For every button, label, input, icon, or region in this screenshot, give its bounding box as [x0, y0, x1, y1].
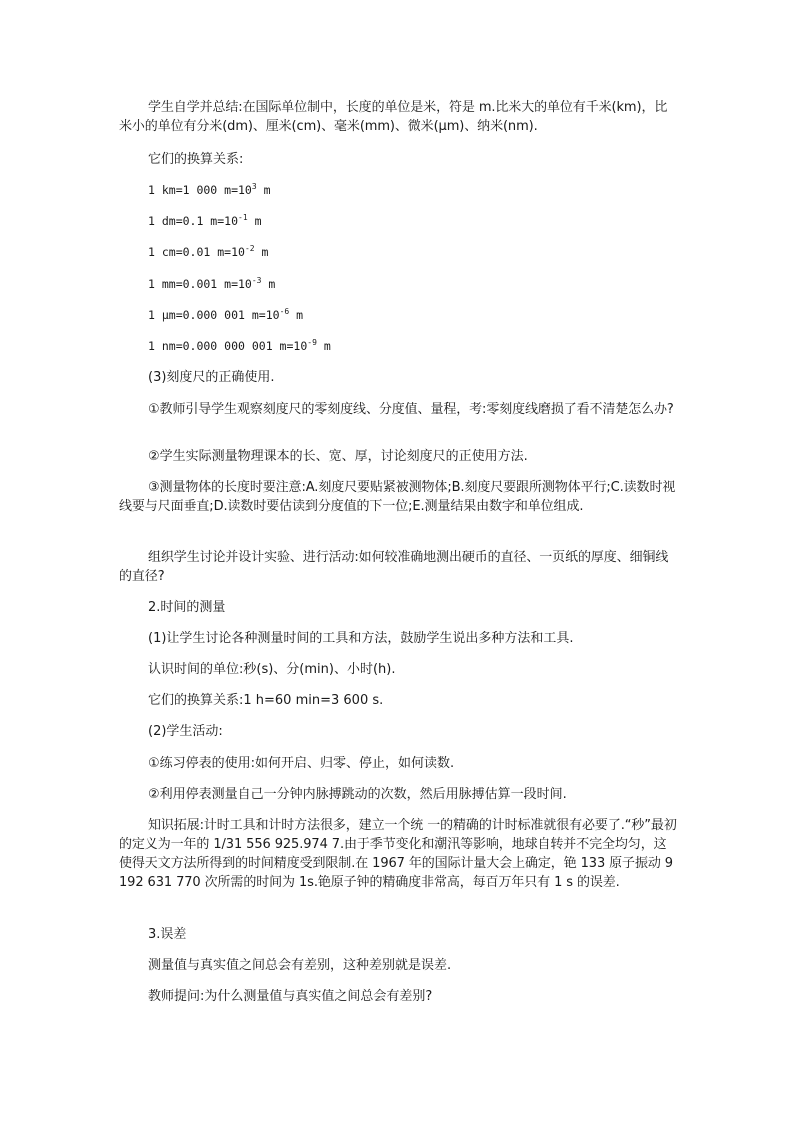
conversion-mm-lhs: 1 mm=0.001 m=10 — [148, 277, 252, 291]
conversion-nm-unit: m — [316, 339, 331, 353]
conversion-nm-exponent: -9 — [307, 338, 317, 347]
conversion-km-lhs: 1 km=1 000 m=10 — [148, 183, 252, 197]
activity-point-2: ②利用停表测量自己一分钟内脉搏跳动的次数，然后用脉搏估算一段时间. — [148, 787, 567, 802]
knowledge-extension-paragraph: 知识拓展:计时工具和计时方法很多，建立一个统 一的精确的计时标准就很有必要了.“秒”最初的定义为一年的 1/31 556 925.974 7.由于季节变化和潮汛等影响，地球自转并不完全均匀，这使得天文方法所得到的时间精度受到限制.在 1967 年的国际计量大会上确定，铯 133 原子振动 9 192 631 770 次所需的时间为 1s.铯原子钟的精确度非常高，每百万年只有 1 s 的误差. — [119, 818, 677, 890]
ruler-point-2: ②学生实际测量物理课本的长、宽、厚，讨论刻度尺的正使用方法. — [148, 449, 528, 464]
error-section-heading: 3.误差 — [148, 927, 187, 942]
conversion-intro: 它们的换算关系: — [148, 152, 244, 167]
conversion-mm — [148, 275, 275, 294]
time-point-1: (1)让学生讨论各种测量时间的工具和方法，鼓励学生说出多种方法和工具. — [148, 631, 574, 646]
error-definition: 测量值与真实值之间总会有差别，这种差别就是误差. — [148, 958, 452, 973]
ruler-heading: (3)刻度尺的正确使用. — [148, 370, 275, 385]
ruler-point-1: ①教师引导学生观察刻度尺的零刻度线、分度值、量程，考:零刻度线磨损了看不清楚怎么办? — [148, 402, 674, 417]
conversion-um — [148, 306, 303, 325]
conversion-km — [148, 181, 271, 200]
activity-point-1: ①练习停表的使用:如何开启、归零、停止，如何读数. — [148, 756, 455, 771]
conversion-cm-unit: m — [254, 245, 269, 259]
activity-heading: (2)学生活动: — [148, 724, 223, 739]
conversion-dm-unit: m — [247, 214, 262, 228]
conversion-mm-unit: m — [261, 277, 276, 291]
conversion-nm — [148, 337, 331, 356]
teacher-question: 教师提问:为什么测量值与真实值之间总会有差别? — [148, 989, 433, 1004]
conversion-cm — [148, 243, 268, 262]
time-units: 认识时间的单位:秒(s)、分(min)、小时(h). — [148, 662, 396, 677]
time-section-heading: 2.时间的测量 — [148, 600, 226, 615]
conversion-um-lhs: 1 μm=0.000 001 m=10 — [148, 308, 280, 322]
discussion-paragraph: 组织学生讨论并设计实验、进行活动:如何较准确地测出硬币的直径、一页纸的厚度、细铜线的直径? — [119, 550, 669, 584]
conversion-dm-lhs: 1 dm=0.1 m=10 — [148, 214, 239, 228]
conversion-dm — [148, 212, 262, 231]
time-conversion: 它们的换算关系:1 h=60 min=3 600 s. — [148, 693, 384, 708]
length-summary-paragraph: 学生自学并总结:在国际单位制中，长度的单位是米，符是 m.比米大的单位有千米(km)，比米小的单位有分米(dm)、厘米(cm)、毫米(mm)、微米(μm)、纳米(nm). — [119, 100, 668, 134]
ruler-point-3: ③测量物体的长度时要注意:A.刻度尺要贴紧被测物体;B.刻度尺要跟所测物体平行;C.读数时视线要与尺面垂直;D.读数时要估读到分度值的下一位;E.测量结果由数字和单位组成. — [119, 480, 676, 514]
conversion-um-exponent: -6 — [279, 307, 290, 316]
conversion-nm-lhs: 1 nm=0.000 000 001 m=10 — [148, 339, 308, 353]
conversion-km-exponent: 3 — [251, 182, 257, 191]
conversion-cm-exponent: -2 — [244, 244, 255, 253]
conversion-cm-lhs: 1 cm=0.01 m=10 — [148, 245, 245, 259]
conversion-um-unit: m — [289, 308, 304, 322]
conversion-mm-exponent: -3 — [251, 276, 262, 285]
conversion-km-unit: m — [256, 183, 271, 197]
conversion-dm-exponent: -1 — [238, 213, 248, 222]
